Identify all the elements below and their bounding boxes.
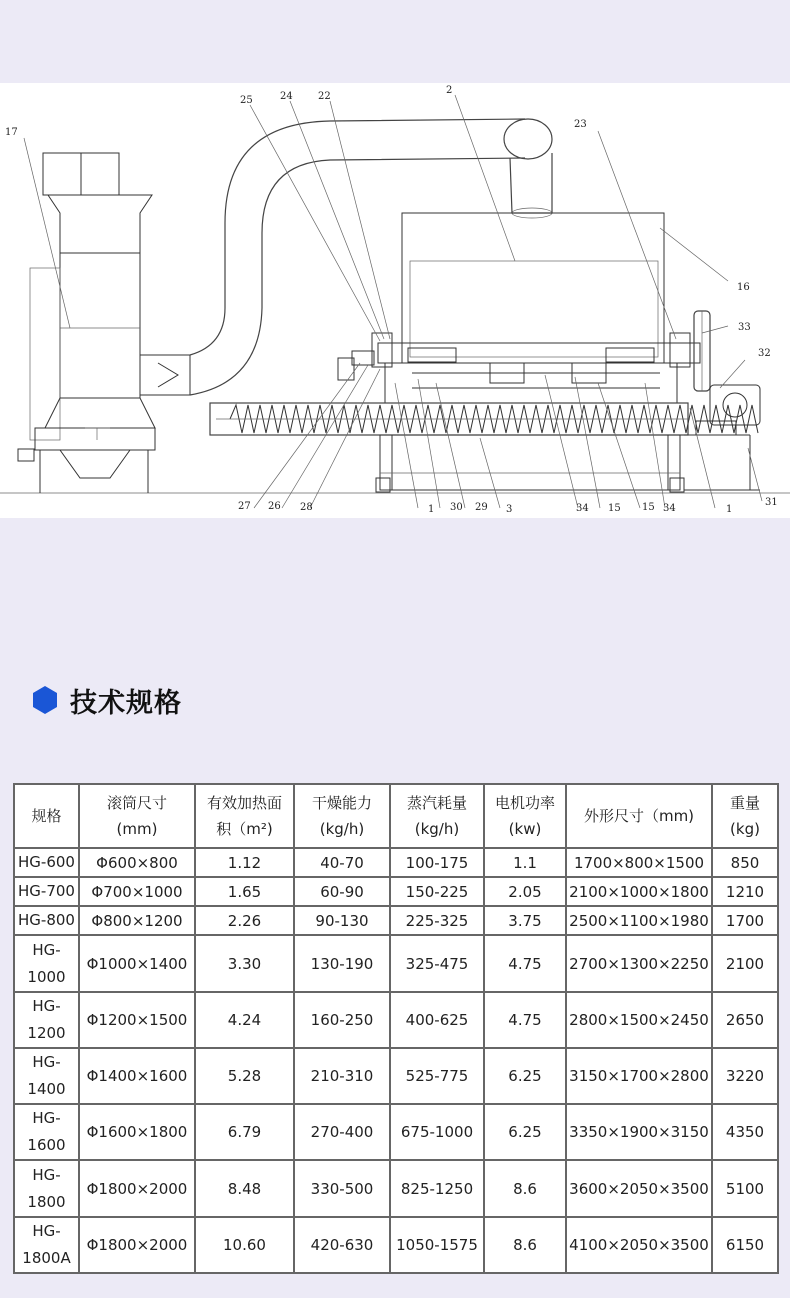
- table-cell: 525-775: [390, 1048, 484, 1104]
- table-cell: Φ700×1000: [79, 877, 195, 906]
- table-cell: 3.75: [484, 906, 566, 935]
- table-row: [14, 1048, 778, 1104]
- table-cell: Φ1400×1600: [79, 1048, 195, 1104]
- callout-label: 17: [5, 127, 18, 138]
- callout-label: 16: [737, 282, 750, 293]
- table-row: [14, 992, 778, 1048]
- callout-label: 30: [450, 502, 463, 513]
- model-cell: HG-800: [14, 906, 79, 935]
- table-cell: 4100×2050×3500: [566, 1217, 712, 1273]
- callout-label: 25: [240, 95, 253, 106]
- model-cell: HG-1000: [14, 935, 79, 991]
- table-cell: 210-310: [294, 1048, 390, 1104]
- header-cell: 有效加热面 积（m²): [195, 784, 294, 848]
- table-cell: 4.75: [484, 935, 566, 991]
- callout-label: 2: [446, 85, 453, 96]
- table-cell: 8.6: [484, 1217, 566, 1273]
- callout-label: 28: [300, 502, 313, 513]
- table-cell: 150-225: [390, 877, 484, 906]
- table-cell: 3350×1900×3150: [566, 1104, 712, 1160]
- callout-label: 27: [238, 501, 251, 512]
- callout-label: 29: [475, 502, 488, 513]
- header-cell: 电机功率 (kw): [484, 784, 566, 848]
- table-cell: 4350: [712, 1104, 778, 1160]
- table-cell: 2100: [712, 935, 778, 991]
- callout-label: 1: [726, 504, 733, 515]
- header-cell: 滚筒尺寸 (mm): [79, 784, 195, 848]
- hexagon-icon: [32, 685, 58, 715]
- table-cell: 8.6: [484, 1160, 566, 1216]
- table-cell: 3.30: [195, 935, 294, 991]
- table-cell: 225-325: [390, 906, 484, 935]
- table-cell: 4.24: [195, 992, 294, 1048]
- table-cell: 325-475: [390, 935, 484, 991]
- table-row: [14, 1104, 778, 1160]
- table-cell: 5100: [712, 1160, 778, 1216]
- table-cell: 825-1250: [390, 1160, 484, 1216]
- table-cell: 3220: [712, 1048, 778, 1104]
- callout-label: 23: [574, 119, 587, 130]
- table-cell: 1.1: [484, 848, 566, 877]
- table-cell: 1700: [712, 906, 778, 935]
- table-cell: Φ800×1200: [79, 906, 195, 935]
- table-cell: 3600×2050×3500: [566, 1160, 712, 1216]
- table-cell: 4.75: [484, 992, 566, 1048]
- table-cell: 100-175: [390, 848, 484, 877]
- callout-label: 33: [738, 322, 751, 333]
- table-cell: 5.28: [195, 1048, 294, 1104]
- spec-table: [13, 783, 779, 1274]
- model-cell: HG-1600: [14, 1104, 79, 1160]
- table-cell: 1700×800×1500: [566, 848, 712, 877]
- table-cell: Φ1000×1400: [79, 935, 195, 991]
- table-cell: 675-1000: [390, 1104, 484, 1160]
- table-cell: 2650: [712, 992, 778, 1048]
- callout-label: 22: [318, 91, 331, 102]
- header-cell: 外形尺寸（mm): [566, 784, 712, 848]
- table-cell: Φ1800×2000: [79, 1160, 195, 1216]
- model-cell: HG-1400: [14, 1048, 79, 1104]
- callout-label: 34: [663, 503, 676, 514]
- callout-label: 1: [428, 504, 435, 515]
- table-cell: 40-70: [294, 848, 390, 877]
- table-cell: Φ1600×1800: [79, 1104, 195, 1160]
- callout-label: 26: [268, 501, 281, 512]
- table-cell: 400-625: [390, 992, 484, 1048]
- model-cell: HG-1800A: [14, 1217, 79, 1273]
- table-row: [14, 935, 778, 991]
- table-cell: 1.65: [195, 877, 294, 906]
- table-cell: 2100×1000×1800: [566, 877, 712, 906]
- header-cell: 蒸汽耗量 (kg/h): [390, 784, 484, 848]
- table-cell: 330-500: [294, 1160, 390, 1216]
- callout-label: 31: [765, 497, 778, 508]
- header-cell: 干燥能力 (kg/h): [294, 784, 390, 848]
- table-cell: 270-400: [294, 1104, 390, 1160]
- table-cell: 6.79: [195, 1104, 294, 1160]
- table-cell: 60-90: [294, 877, 390, 906]
- table-cell: 420-630: [294, 1217, 390, 1273]
- table-cell: 1210: [712, 877, 778, 906]
- callout-label: 15: [642, 502, 655, 513]
- table-cell: 850: [712, 848, 778, 877]
- table-row: [14, 848, 778, 877]
- callout-label: 32: [758, 348, 771, 359]
- table-cell: 2700×1300×2250: [566, 935, 712, 991]
- table-cell: Φ600×800: [79, 848, 195, 877]
- table-cell: 6150: [712, 1217, 778, 1273]
- table-cell: 6.25: [484, 1048, 566, 1104]
- machine-diagram: [0, 83, 790, 518]
- table-cell: 2.26: [195, 906, 294, 935]
- header-cell: 重量 (kg): [712, 784, 778, 848]
- table-row: [14, 1160, 778, 1216]
- table-header-row: [14, 784, 778, 848]
- section-title: 技术规格: [70, 687, 182, 719]
- model-cell: HG-600: [14, 848, 79, 877]
- header-cell: 规格: [14, 784, 79, 848]
- model-cell: HG-1200: [14, 992, 79, 1048]
- table-cell: 160-250: [294, 992, 390, 1048]
- table-cell: 1050-1575: [390, 1217, 484, 1273]
- callout-label: 3: [506, 504, 513, 515]
- model-cell: HG-700: [14, 877, 79, 906]
- table-cell: 10.60: [195, 1217, 294, 1273]
- callout-label: 15: [608, 503, 621, 514]
- table-cell: Φ1200×1500: [79, 992, 195, 1048]
- callout-label: 34: [576, 503, 589, 514]
- table-cell: 2500×1100×1980: [566, 906, 712, 935]
- callout-label: 24: [280, 91, 293, 102]
- table-cell: 2.05: [484, 877, 566, 906]
- table-cell: 2800×1500×2450: [566, 992, 712, 1048]
- section-header: [32, 680, 182, 720]
- table-cell: 6.25: [484, 1104, 566, 1160]
- table-row: [14, 906, 778, 935]
- model-cell: HG-1800: [14, 1160, 79, 1216]
- spec-table-body: [14, 848, 778, 1273]
- table-cell: 90-130: [294, 906, 390, 935]
- table-cell: 3150×1700×2800: [566, 1048, 712, 1104]
- table-cell: 1.12: [195, 848, 294, 877]
- table-row: [14, 1217, 778, 1273]
- spec-table-container: [13, 783, 777, 1274]
- table-row: [14, 877, 778, 906]
- table-cell: Φ1800×2000: [79, 1217, 195, 1273]
- table-cell: 8.48: [195, 1160, 294, 1216]
- table-cell: 130-190: [294, 935, 390, 991]
